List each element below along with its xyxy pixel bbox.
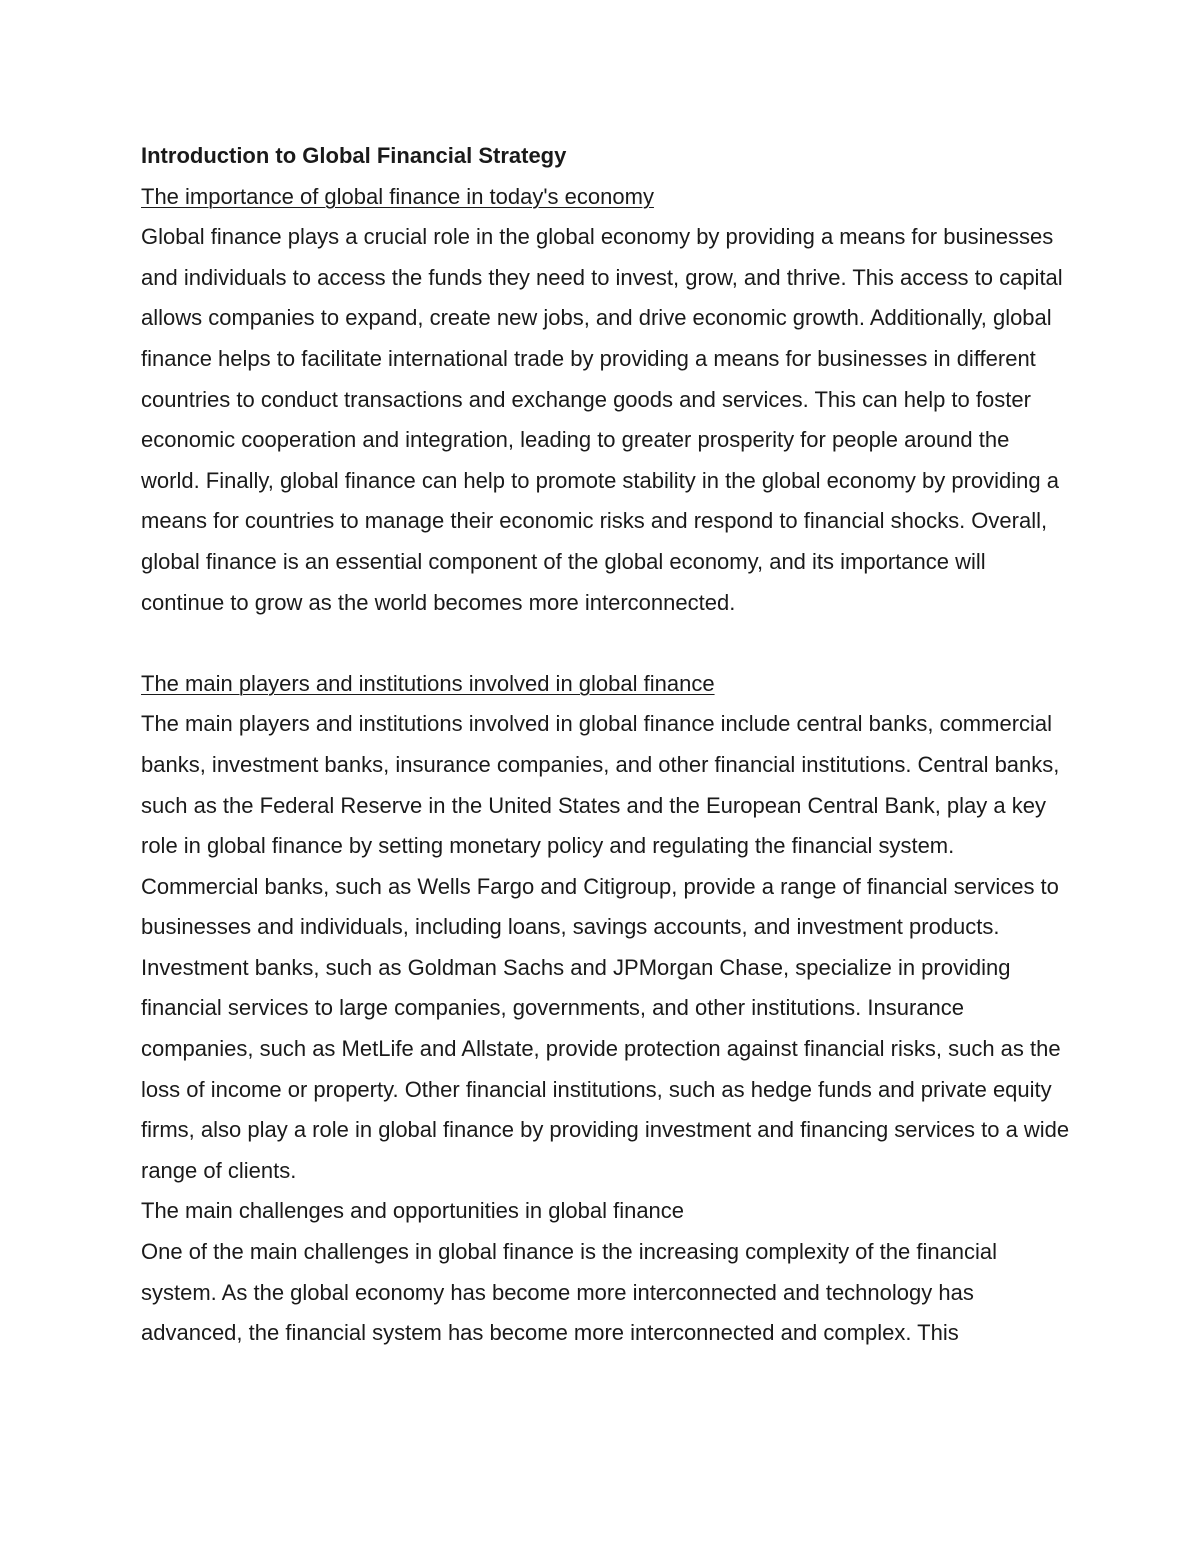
section-body-importance: Global finance plays a crucial role in the global economy by providing a means for businesses and individuals to access the funds they need to invest, grow, and thrive. This access to capital allows companies to expand, create new jobs, and drive economic growth. Additionally, global finance helps to facilitate international trade by providing a means for businesses in different countries to conduct transactions and exchange goods and services. This can help to foster economic cooperation and integration, leading to greater prosperity for people around the world. Finally, global finance can help to promote stability in the global economy by providing a means for countries to manage their economic risks and respond to financial shocks. Overall, global finance is an essential component of the global economy, and its importance will continue to grow as the world becomes more interconnected.	[141, 224, 1063, 615]
document-title: Introduction to Global Financial Strategy	[141, 143, 567, 168]
document-page	[141, 136, 1071, 1354]
section-heading-challenges: The main challenges and opportunities in global finance	[141, 1198, 685, 1224]
section-heading-players: The main players and institutions involved in global finance	[141, 670, 715, 696]
section-body-players: The main players and institutions involved in global finance include central banks, commercial banks, investment banks, insurance companies, and other financial institutions. Central banks, such as the Federal Reserve in the United States and the European Central Bank, play a key role in global finance by setting monetary policy and regulating the financial system. Commercial banks, such as Wells Fargo and Citigroup, provide a range of financial services to businesses and individuals, including loans, savings accounts, and investment products. Investment banks, such as Goldman Sachs and JPMorgan Chase, specialize in providing financial services to large companies, governments, and other institutions. Insurance companies, such as MetLife and Allstate, provide protection against financial risks, such as the loss of income or property. Other financial institutions, such as hedge funds and private equity firms, also play a role in global finance by providing investment and financing services to a wide range of clients.	[141, 711, 1070, 1183]
paragraph-spacer	[141, 623, 1071, 664]
section-heading-importance: The importance of global finance in today's economy	[141, 183, 654, 209]
section-body-challenges: One of the main challenges in global finance is the increasing complexity of the financial system. As the global economy has become more interconnected and technology has advanced, the financial system has become more interconnected and complex. This	[141, 1239, 998, 1346]
